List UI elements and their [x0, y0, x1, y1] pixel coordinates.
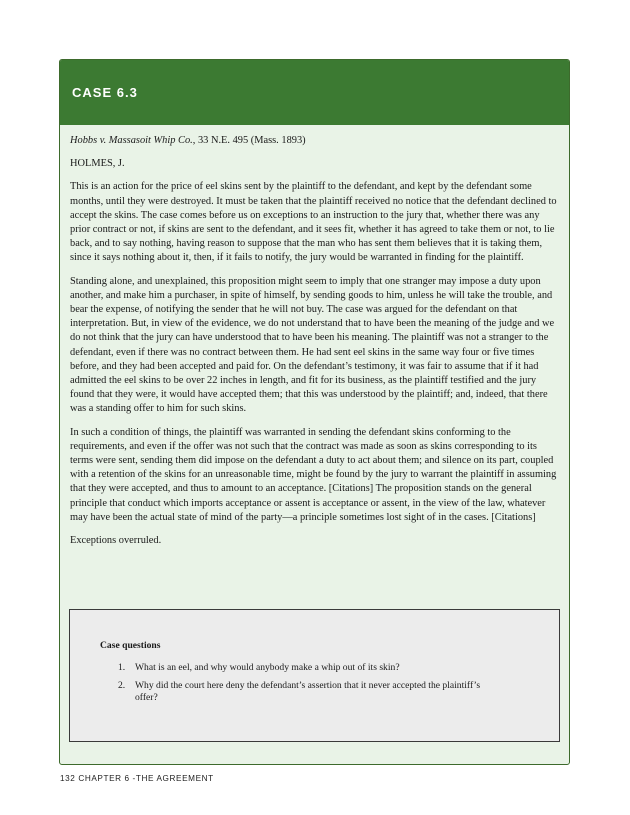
- case-questions-list: [118, 662, 498, 710]
- case-citation-name: Hobbs v. Massasoit Whip Co.: [70, 135, 193, 146]
- page-footer: 132 CHAPTER 6 -THE AGREEMENT: [60, 774, 214, 783]
- case-questions-title: Case questions: [100, 640, 161, 651]
- case-paragraph-3: In such a condition of things, the plaintiff was warranted in sending the defendant skins conforming to the requirements, and even if the offer was not such that the contract was made as soon as skins corresponding to its terms were sent, sending them did impose on the defendant a duty to act about them; and silence on its part, coupled with a retention of the skins for an unreasonable time, might be found by the jury to warrant the plaintiff in assuming that they were accepted, and thus to amount to an acceptance. [Citations] The proposition stands on the general principle that conduct which imports acceptance or assent is acceptance or assent, in the view of the law, whatever may have been the actual state of mind of the party—a principle sometimes lost sight of in the cases. [Citations]: [70, 426, 557, 523]
- case-question-text: What is an eel, and why would anybody make a whip out of its skin?: [135, 662, 400, 673]
- case-question-number: 2.: [118, 679, 126, 691]
- case-questions-box: [69, 609, 560, 742]
- case-citation: [70, 134, 557, 148]
- case-box: [59, 59, 570, 765]
- case-paragraph-2: Standing alone, and unexplained, this proposition might seem to imply that one stranger may impose a duty upon another, and make him a purchaser, in spite of himself, by sending goods to him, unless he will take the trouble, and bear the expense, of notifying the sender that he will not buy. The case was argued for the defendant on that interpretation. But, in view of the evidence, we do not understand that to have been the meaning of the judge and we do not think that the jury can have understood that to have been his meaning. The plaintiff was not a stranger to the defendant, even if there was no contract between them. He had sent eel skins in the same way four or five times before, and they had been accepted and paid for. On the defendant’s testimony, it was fair to assume that if it had admitted the eel skins to be over 22 inches in length, and fit for its business, as the plaintiff testified and the jury found that they were, it would have accepted them; that this was understood by the plaintiff; and, indeed, that there was a standing offer to him for such skins.: [70, 275, 555, 415]
- case-question-item: [118, 662, 498, 675]
- case-title: CASE 6.3: [72, 85, 138, 100]
- case-header: [60, 60, 569, 125]
- case-judge: HOLMES, J.: [70, 158, 125, 170]
- case-citation-ref: , 33 N.E. 495 (Mass. 1893): [192, 135, 306, 146]
- case-question-text: Why did the court here deny the defendant’s assertion that it never accepted the plaintiff’s offer?: [135, 679, 481, 703]
- case-paragraph-1: This is an action for the price of eel skins sent by the plaintiff to the defendant, and kept by the defendant some months, until they were destroyed. It must be taken that the plaintiff received no notice that the defendant declined to accept the skins. The case comes before us on exceptions to an instruction to the jury that, whether there was any prior contract or not, if skins are sent to the defendant, and it sees fit, whether it has agreed to take them or not, to lie back, and to say nothing, having reason to suppose that the man who has sent them believes that it is taking them, since it says nothing about it, then, if it fails to notify, the jury would be warranted in finding for the plaintiff.: [70, 181, 557, 264]
- case-question-number: 1.: [118, 662, 126, 673]
- case-body: [60, 125, 569, 548]
- case-paragraph-4: Exceptions overruled.: [70, 535, 162, 547]
- case-question-item: [118, 680, 498, 705]
